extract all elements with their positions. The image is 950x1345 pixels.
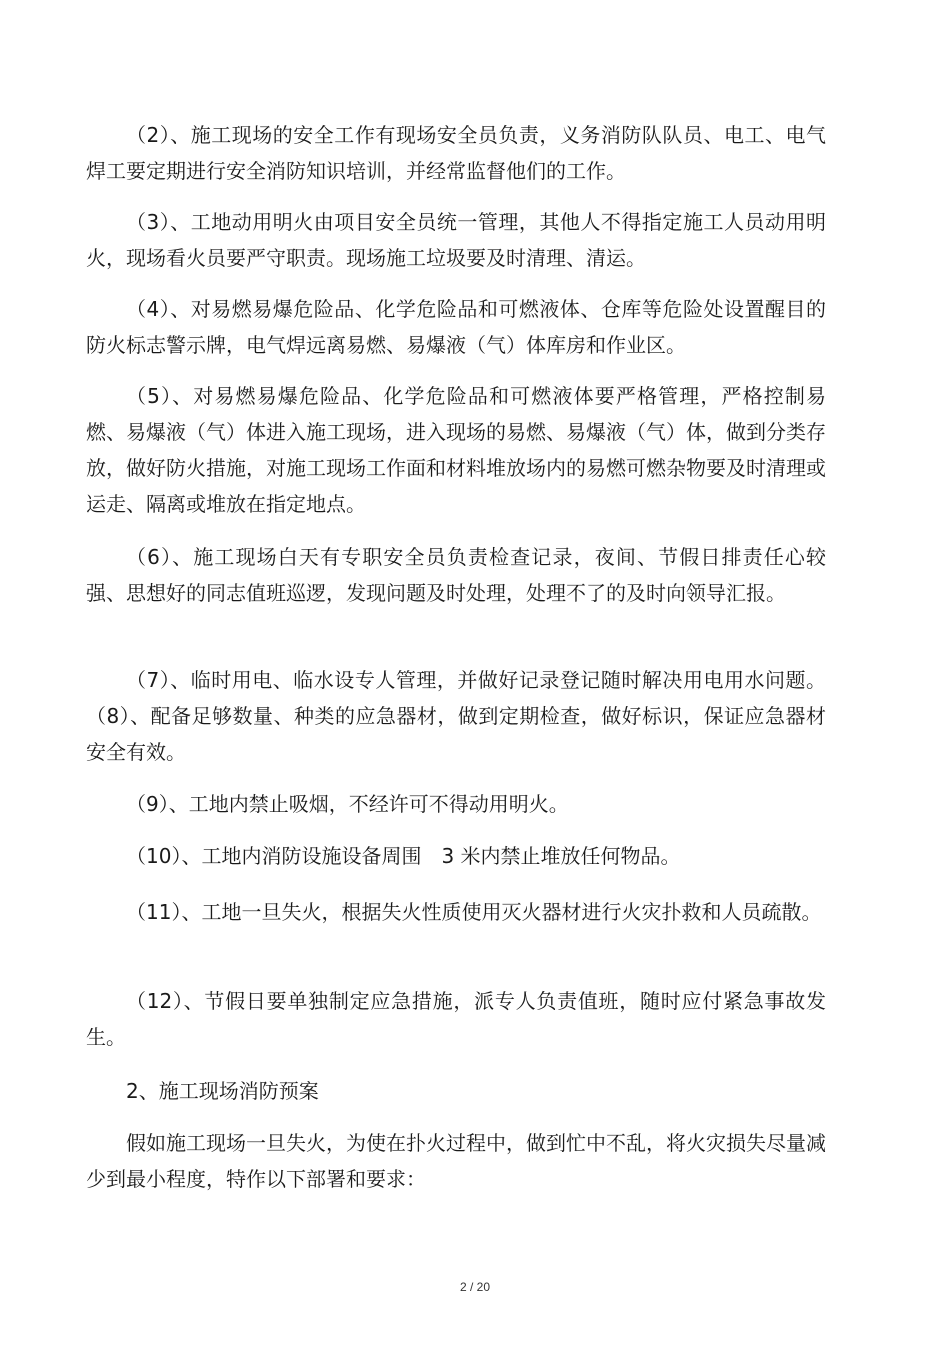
- paragraph-item-11: （11）、工地一旦失火，根据失火性质使用灭火器材进行火灾扑救和人员疏散。: [126, 900, 822, 924]
- page-number: 2 / 20: [459, 1280, 491, 1294]
- paragraph-item-9: （9）、工地内禁止吸烟，不经许可不得动用明火。: [126, 792, 569, 816]
- paragraph-item-10: （10）、工地内消防设施设备周围 3 米内禁止堆放任何物品。: [126, 844, 681, 868]
- section-heading: 2、施工现场消防预案: [126, 1079, 319, 1103]
- paragraph-item-7-8: （7）、临时用电、临水设专人管理，并做好记录登记随时解决用电用水问题。（8）、配备足够数量、种类的应急器材，做到定期检查，做好标识，保证应急器材安全有效。: [86, 668, 826, 764]
- paragraph-item-12: （12）、节假日要单独制定应急措施，派专人负责值班，随时应付紧急事故发生。: [86, 989, 826, 1049]
- paragraph-item-6: （6）、施工现场白天有专职安全员负责检查记录，夜间、节假日排责任心较强、思想好的同志值班巡逻，发现问题及时处理，处理不了的及时向领导汇报。: [86, 545, 826, 605]
- paragraph-item-2: （2）、施工现场的安全工作有现场安全员负责，义务消防队队员、电工、电气焊工要定期进行安全消防知识培训，并经常监督他们的工作。: [86, 123, 826, 183]
- paragraph-item-3: （3）、工地动用明火由项目安全员统一管理，其他人不得指定施工人员动用明火，现场看火员要严守职责。现场施工垃圾要及时清理、清运。: [86, 210, 826, 270]
- paragraph-item-4: （4）、对易燃易爆危险品、化学危险品和可燃液体、仓库等危险处设置醒目的防火标志警示牌，电气焊远离易燃、易爆液（气）体库房和作业区。: [86, 297, 826, 357]
- paragraph-intro: 假如施工现场一旦失火，为使在扑火过程中，做到忙中不乱，将火灾损失尽量减少到最小程度，特作以下部署和要求：: [86, 1131, 826, 1191]
- paragraph-item-5: （5）、对易燃易爆危险品、化学危险品和可燃液体要严格管理，严格控制易燃、易爆液（气）体进入施工现场，进入现场的易燃、易爆液（气）体，做到分类存放，做好防火措施，对施工现场工作面和材料堆放场内的易燃可燃杂物要及时清理或运走、隔离或堆放在指定地点。: [86, 384, 826, 516]
